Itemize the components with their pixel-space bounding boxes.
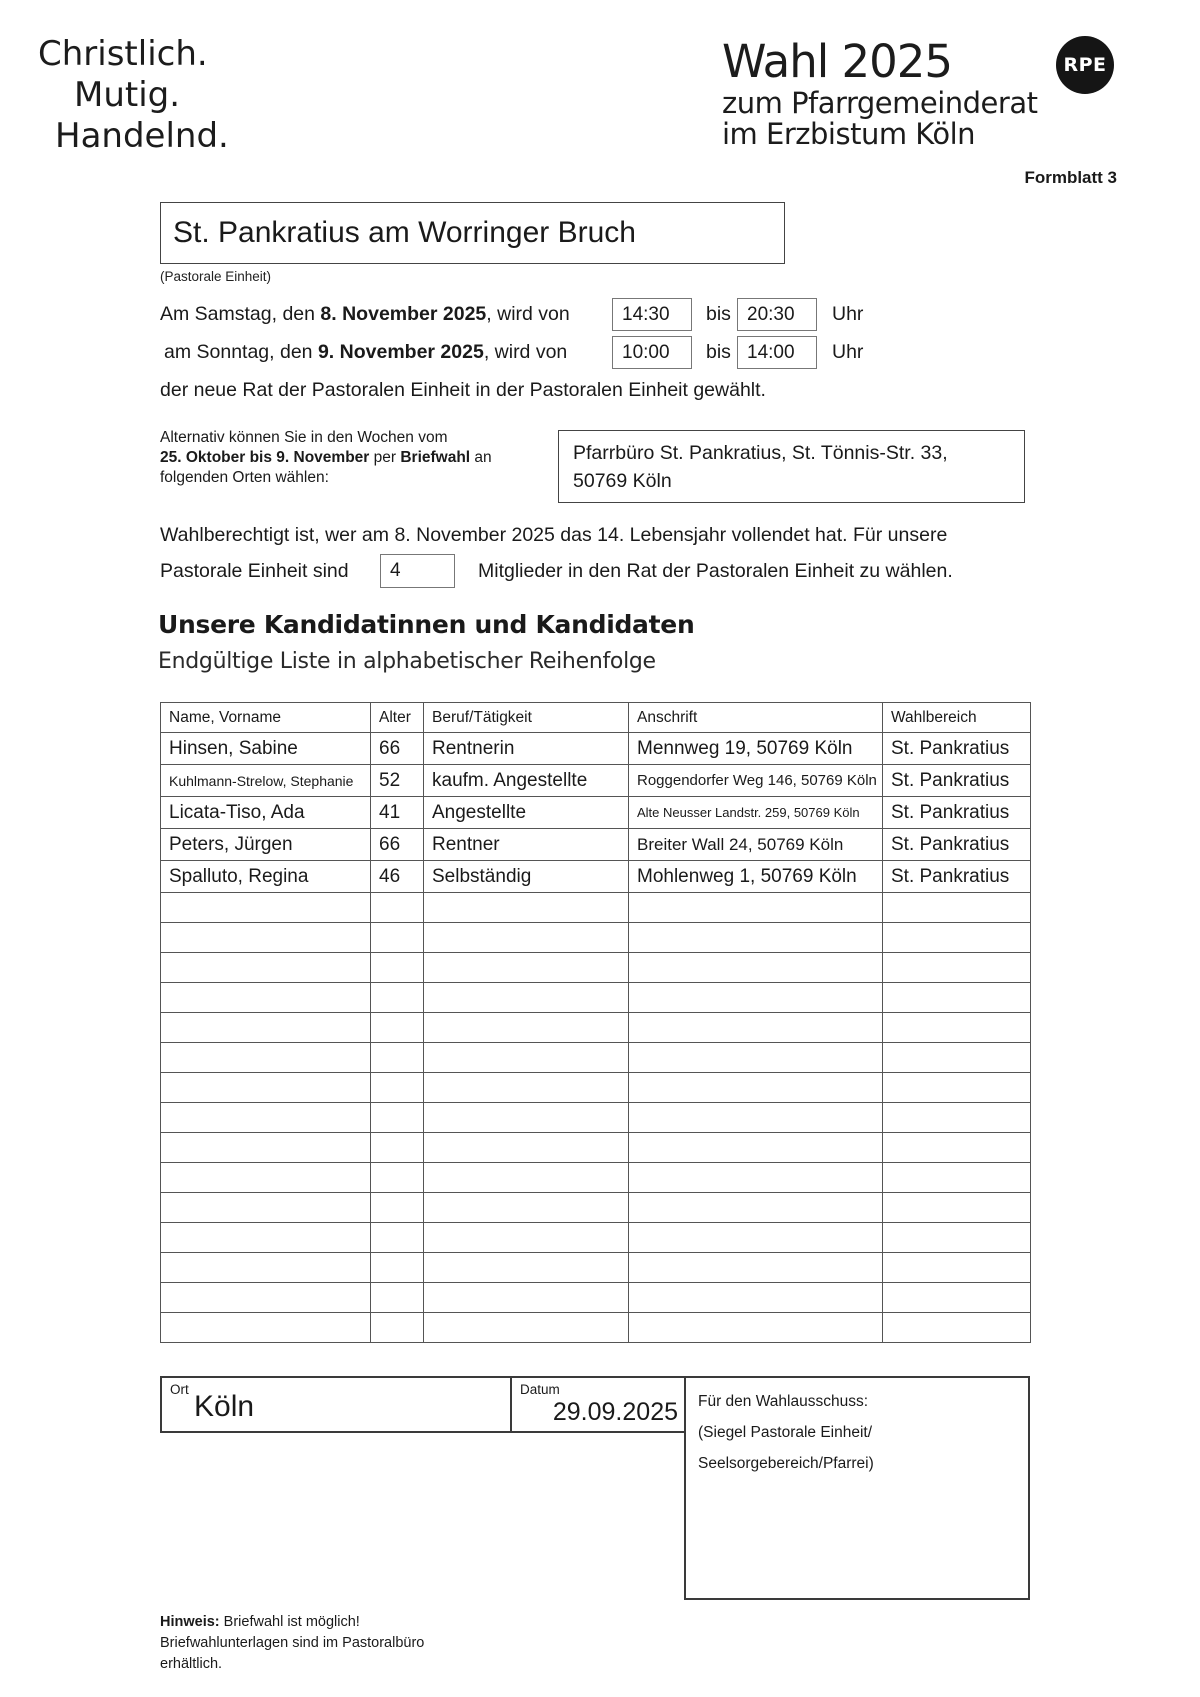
hinweis-note	[160, 1612, 424, 1675]
table-row-empty	[161, 923, 1031, 953]
cell-district: St. Pankratius	[883, 733, 1031, 765]
cell-age: 46	[371, 861, 424, 893]
cell-job: kaufm. Angestellte	[424, 765, 629, 797]
pastoral-unit-caption: (Pastorale Einheit)	[160, 269, 272, 284]
cell-job: Rentnerin	[424, 733, 629, 765]
committee-seal-box	[684, 1376, 1030, 1600]
cell-address: Alte Neusser Landstr. 259, 50769 Köln	[629, 797, 883, 829]
table-row	[161, 797, 1031, 829]
col-job: Beruf/Tätigkeit	[424, 703, 629, 733]
cell-address: Breiter Wall 24, 50769 Köln	[629, 829, 883, 861]
briefwahl-location-field[interactable]	[558, 430, 1025, 503]
campaign-logo	[38, 34, 229, 157]
election-header	[722, 36, 1037, 150]
uhr-label-1: Uhr	[832, 303, 864, 325]
hinweis-line-1: Hinweis: Briefwahl ist möglich!	[160, 1614, 360, 1630]
committee-line-3: Seelsorgebereich/Pfarrei)	[698, 1455, 874, 1472]
datum-label: Datum	[520, 1382, 560, 1397]
cell-age: 52	[371, 765, 424, 797]
eligibility-post: Mitglieder in den Rat der Pastoralen Einheit zu wählen.	[478, 560, 953, 582]
ort-field[interactable]	[160, 1376, 512, 1433]
table-row-empty	[161, 1253, 1031, 1283]
committee-line-2: (Siegel Pastorale Einheit/	[698, 1424, 873, 1441]
table-row	[161, 861, 1031, 893]
rpe-badge: RPE	[1056, 36, 1114, 94]
table-row	[161, 765, 1031, 797]
cell-age: 41	[371, 797, 424, 829]
logo-line-3: Handelnd.	[55, 116, 229, 156]
candidates-heading: Unsere Kandidatinnen und Kandidaten	[158, 610, 695, 639]
schedule-row-sunday	[160, 336, 1040, 372]
bis-label-1: bis	[706, 303, 731, 325]
candidates-subheading: Endgültige Liste in alphabetischer Reihenfolge	[158, 649, 656, 674]
briefwahl-note	[160, 428, 492, 488]
eligibility-line-1: Wahlberechtigt ist, wer am 8. November 2025 das 14. Lebensjahr vollendet hat. Für unsere	[160, 524, 948, 546]
logo-line-2: Mutig.	[74, 75, 181, 115]
pastoral-unit-name: St. Pankratius am Worringer Bruch	[173, 216, 636, 249]
saturday-text: Am Samstag, den 8. November 2025, wird von	[160, 303, 570, 325]
col-age: Alter	[371, 703, 424, 733]
uhr-label-2: Uhr	[832, 341, 864, 363]
table-row-empty	[161, 1193, 1031, 1223]
briefwahl-line-1: Alternativ können Sie in den Wochen vom	[160, 429, 448, 446]
table-row-empty	[161, 1163, 1031, 1193]
cell-age: 66	[371, 829, 424, 861]
cell-name: Hinsen, Sabine	[161, 733, 371, 765]
table-row-empty	[161, 1313, 1031, 1343]
cell-age: 66	[371, 733, 424, 765]
cell-district: St. Pankratius	[883, 861, 1031, 893]
cell-address: Roggendorfer Weg 146, 50769 Köln	[629, 765, 883, 797]
saturday-date: 8. November 2025	[320, 303, 487, 325]
briefwahl-line-3: folgenden Orten wählen:	[160, 469, 329, 486]
table-header-row	[161, 703, 1031, 733]
briefwahl-location-line-1: Pfarrbüro St. Pankratius, St. Tönnis-Str. 33,	[573, 442, 948, 464]
cell-job: Angestellte	[424, 797, 629, 829]
datum-field[interactable]	[510, 1376, 686, 1433]
cell-district: St. Pankratius	[883, 829, 1031, 861]
cell-name: Kuhlmann-Strelow, Stephanie	[161, 765, 371, 797]
table-row	[161, 733, 1031, 765]
sunday-to-field[interactable]: 14:00	[737, 336, 817, 369]
seats-field[interactable]: 4	[380, 554, 455, 588]
cell-job: Selbständig	[424, 861, 629, 893]
sunday-date: 9. November 2025	[317, 341, 484, 363]
schedule-row-closing	[160, 374, 1040, 410]
cell-name: Licata-Tiso, Ada	[161, 797, 371, 829]
col-name: Name, Vorname	[161, 703, 371, 733]
ort-label: Ort	[170, 1382, 189, 1397]
bis-label-2: bis	[706, 341, 731, 363]
eligibility-line-2	[160, 552, 1040, 590]
table-row-empty	[161, 1043, 1031, 1073]
cell-name: Peters, Jürgen	[161, 829, 371, 861]
col-address: Anschrift	[629, 703, 883, 733]
table-row-empty	[161, 1013, 1031, 1043]
table-row-empty	[161, 893, 1031, 923]
cell-job: Rentner	[424, 829, 629, 861]
table-row-empty	[161, 1073, 1031, 1103]
table-row-empty	[161, 1223, 1031, 1253]
briefwahl-location-line-2: 50769 Köln	[573, 470, 672, 492]
ort-value: Köln	[194, 1390, 255, 1423]
datum-value: 29.09.2025	[552, 1398, 678, 1426]
table-row-empty	[161, 1283, 1031, 1313]
cell-address: Mohlenweg 1, 50769 Köln	[629, 861, 883, 893]
hinweis-line-3: erhältlich.	[160, 1656, 223, 1672]
sunday-from-field[interactable]: 10:00	[612, 336, 692, 369]
briefwahl-line-2: 25. Oktober bis 9. November per Briefwahl an	[160, 449, 492, 466]
logo-line-1: Christlich.	[38, 34, 208, 74]
eligibility-pre: Pastorale Einheit sind	[160, 560, 349, 582]
saturday-to-field[interactable]: 20:30	[737, 298, 817, 331]
pastoral-unit-field[interactable]	[160, 202, 785, 264]
table-row-empty	[161, 983, 1031, 1013]
candidates-table	[160, 702, 1031, 1343]
committee-line-1: Für den Wahlausschuss:	[698, 1393, 869, 1410]
candidates-table-body	[161, 733, 1031, 1343]
schedule-row-saturday	[160, 298, 1040, 334]
cell-district: St. Pankratius	[883, 765, 1031, 797]
cell-district: St. Pankratius	[883, 797, 1031, 829]
saturday-from-field[interactable]: 14:30	[612, 298, 692, 331]
table-row	[161, 829, 1031, 861]
cell-name: Spalluto, Regina	[161, 861, 371, 893]
cell-address: Mennweg 19, 50769 Köln	[629, 733, 883, 765]
election-subtitle-2: im Erzbistum Köln	[722, 117, 976, 151]
sunday-text: am Sonntag, den 9. November 2025, wird von	[164, 341, 568, 363]
schedule-closing-text: der neue Rat der Pastoralen Einheit in der Pastoralen Einheit gewählt.	[160, 379, 766, 401]
form-sheet-label: Formblatt 3	[1024, 168, 1117, 187]
table-row-empty	[161, 1133, 1031, 1163]
election-subtitle-1: zum Pfarrgemeinderat	[722, 86, 1038, 120]
table-row-empty	[161, 1103, 1031, 1133]
table-row-empty	[161, 953, 1031, 983]
election-title: Wahl 2025	[722, 35, 953, 88]
hinweis-line-2: Briefwahlunterlagen sind im Pastoralbüro	[160, 1635, 425, 1651]
col-district: Wahlbereich	[883, 703, 1031, 733]
